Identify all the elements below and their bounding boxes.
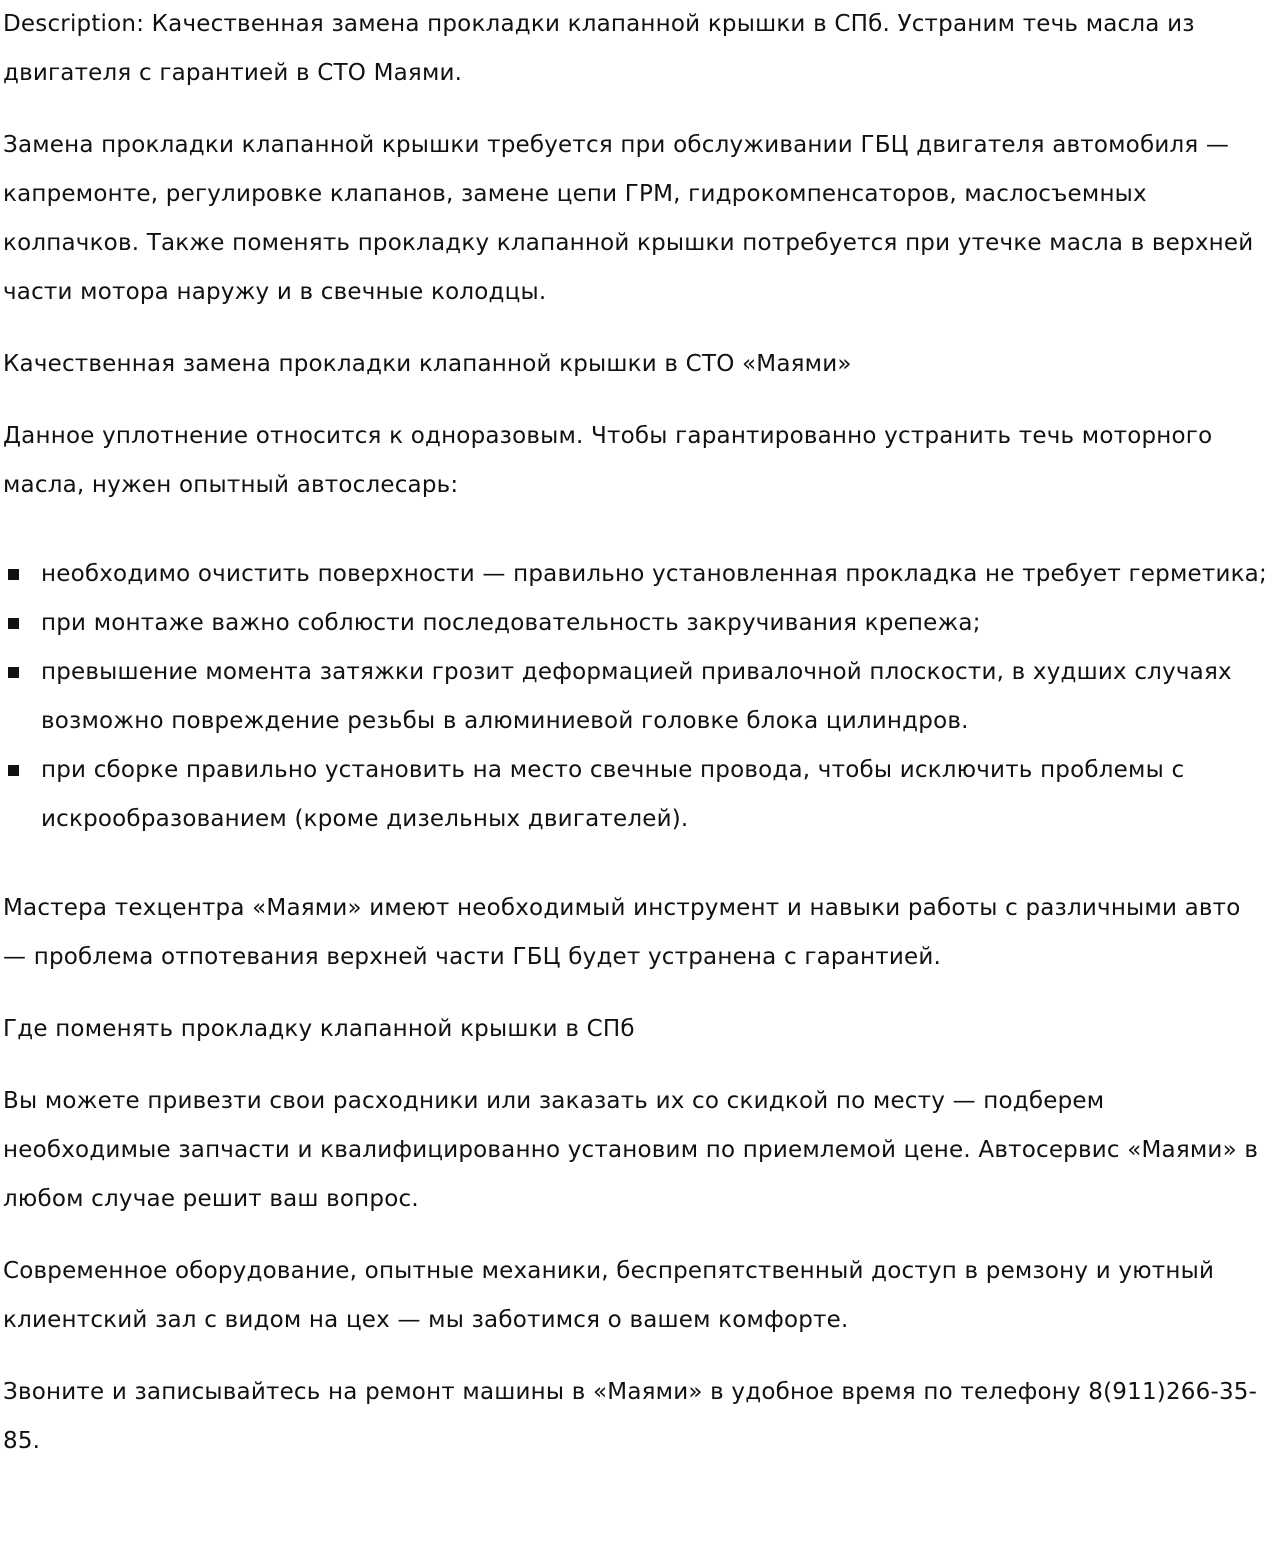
list-item-text: превышение момента затяжки грозит деформацией привалочной плоскости, в худших случаях возможно повреждение резьбы в алюминиевой головке блока цилиндров. — [41, 659, 1232, 734]
square-bullet-icon — [8, 765, 19, 776]
paragraph-bring-parts: Вы можете привезти свои расходники или заказать их со скидкой по месту — подберем необходимые запчасти и квалифицированно установим по приемлемой цене. Автосервис «Маями» в любом случае решит ваш вопрос. — [3, 1088, 1259, 1212]
paragraph-seal-note: Данное уплотнение относится к одноразовым. Чтобы гарантированно устранить течь моторного масла, нужен опытный автослесарь: — [3, 423, 1213, 498]
bullet-list — [3, 550, 1268, 844]
square-bullet-icon — [8, 667, 19, 678]
paragraph-masters: Мастера техцентра «Маями» имеют необходимый инструмент и навыки работы с различными авто — проблема отпотевания верхней части ГБЦ будет устранена с гарантией. — [3, 895, 1241, 970]
list-item — [3, 648, 1268, 746]
list-item-text: необходимо очистить поверхности — правильно установленная прокладка не требует герметика; — [41, 561, 1267, 587]
paragraph-description: Description: Качественная замена прокладки клапанной крышки в СПб. Устраним течь масла из двигателя с гарантией в СТО Маями. — [3, 11, 1195, 86]
list-item-text: при монтаже важно соблюсти последовательность закручивания крепежа; — [41, 610, 981, 636]
paragraph-call-to-action: Звоните и записывайтесь на ремонт машины в «Маями» в удобное время по телефону 8(911)266-35-85. — [3, 1379, 1258, 1454]
heading-quality-replacement: Качественная замена прокладки клапанной крышки в СТО «Маями» — [3, 351, 852, 377]
square-bullet-icon — [8, 569, 19, 580]
list-item — [3, 746, 1268, 844]
list-item — [3, 599, 1268, 648]
paragraph-intro: Замена прокладки клапанной крышки требуется при обслуживании ГБЦ двигателя автомобиля — капремонте, регулировке клапанов, замене цепи ГРМ, гидрокомпенсаторов, маслосъемных колпачков. Также поменять прокладку клапанной крышки потребуется при утечке масла в верхней части мотора наружу и в свечные колодцы. — [3, 132, 1254, 305]
list-item-text: при сборке правильно установить на место свечные провода, чтобы исключить проблемы с искрообразованием (кроме дизельных двигателей). — [41, 757, 1185, 832]
document-body — [3, 0, 1268, 1466]
square-bullet-icon — [8, 618, 19, 629]
paragraph-equipment: Современное оборудование, опытные механики, беспрепятственный доступ в ремзону и уютный клиентский зал с видом на цех — мы заботимся о вашем комфорте. — [3, 1258, 1215, 1333]
list-item — [3, 550, 1268, 599]
heading-where-to-replace: Где поменять прокладку клапанной крышки в СПб — [3, 1016, 635, 1042]
